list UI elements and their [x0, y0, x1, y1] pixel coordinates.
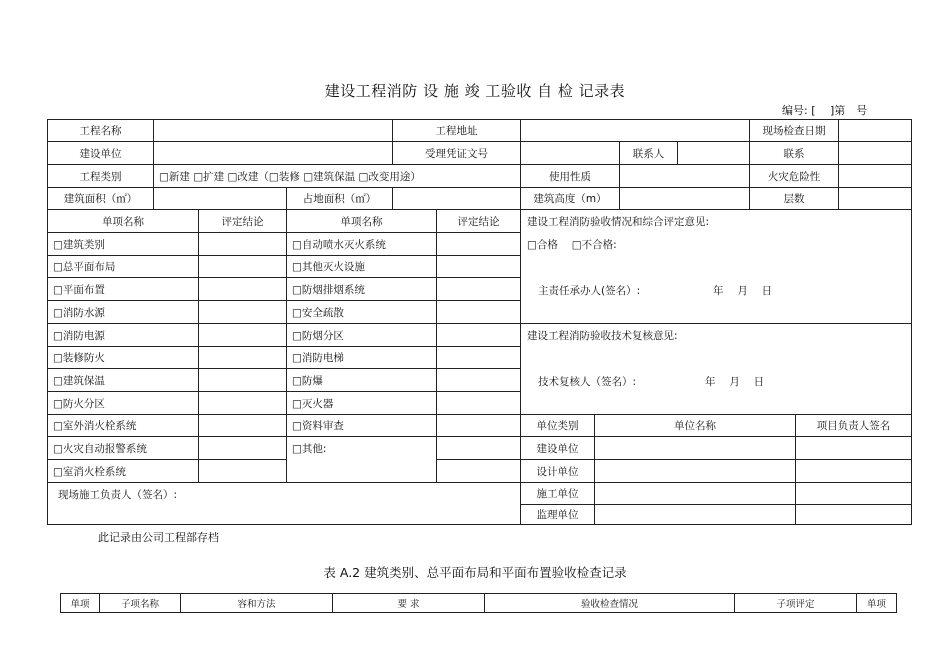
item-checkbox-left[interactable]: □建筑类别: [47, 232, 199, 256]
table2-header-cell: 子项名称: [99, 593, 181, 613]
fire-risk-value[interactable]: [838, 164, 912, 188]
item-result-left[interactable]: [198, 346, 287, 369]
item-result-left[interactable]: [198, 459, 287, 483]
building-area-value[interactable]: [153, 187, 287, 210]
document-title: 建设工程消防 设 施 竣 工验收 自 检 记录表: [324, 82, 626, 100]
table2-header-cell: 要 求: [332, 593, 485, 613]
item-checkbox-right[interactable]: □自动喷水灭火系统: [286, 232, 437, 256]
item-result-right[interactable]: [436, 277, 521, 301]
chief-signature[interactable]: 主责任承办人(签名）:: [538, 285, 641, 297]
table2-header-cell: 容和方法: [180, 593, 333, 613]
item-checkbox-right[interactable]: □防爆: [286, 368, 437, 392]
pass-options[interactable]: □合格 □不合格:: [527, 239, 617, 251]
item-checkbox-right[interactable]: □防烟分区: [286, 323, 437, 347]
contact-label: 联系: [749, 141, 839, 165]
review-signature[interactable]: 技术复核人（签名）:: [538, 376, 637, 388]
certificate-no-value[interactable]: [520, 141, 620, 165]
item-result-right[interactable]: [436, 232, 521, 256]
unit-name[interactable]: [594, 459, 796, 483]
unit-type: 建设单位: [520, 436, 595, 460]
building-height-label: 建筑高度（m）: [520, 187, 620, 210]
item-checkbox-left[interactable]: □消防电源: [47, 323, 199, 347]
units-col-type: 单位类别: [520, 414, 595, 437]
unit-name[interactable]: [594, 504, 796, 525]
units-col-name: 单位名称: [594, 414, 796, 437]
floors-label: 层数: [749, 187, 839, 210]
project-type-options[interactable]: □新建 □扩建 □改建（□装修 □建筑保温 □改变用途）: [153, 164, 521, 188]
archive-note: 此记录由公司工程部存档: [98, 531, 219, 544]
item-checkbox-right[interactable]: □其他灭火设施: [286, 255, 437, 278]
item-result-right[interactable]: [436, 436, 521, 460]
project-name-label: 工程名称: [47, 119, 154, 142]
item-result-left[interactable]: [198, 300, 287, 324]
contact-person-value[interactable]: [677, 141, 750, 165]
item-checkbox-left[interactable]: □防火分区: [47, 391, 199, 415]
builder-label: 建设单位: [47, 141, 154, 165]
units-col-sign: 项目负责人签名: [795, 414, 912, 437]
items-col-result-left: 评定结论: [198, 209, 287, 233]
serial-number: 编号: [ ]第 号: [782, 104, 868, 117]
item-checkbox-left[interactable]: □室消火栓系统: [47, 459, 199, 483]
item-checkbox-left[interactable]: □装修防火: [47, 346, 199, 369]
item-result-left[interactable]: [198, 436, 287, 460]
land-area-value[interactable]: [392, 187, 521, 210]
items-col-result-right: 评定结论: [436, 209, 521, 233]
item-result-left[interactable]: [198, 323, 287, 347]
item-result-left[interactable]: [198, 391, 287, 415]
table2-header-cell: 单项: [856, 593, 897, 613]
item-checkbox-left[interactable]: □总平面布局: [47, 255, 199, 278]
item-result-right[interactable]: [436, 255, 521, 278]
floors-value[interactable]: [838, 187, 912, 210]
certificate-no-label: 受理凭证文号: [392, 141, 521, 165]
unit-type: 施工单位: [520, 482, 595, 505]
inspection-date-value[interactable]: [838, 119, 912, 142]
usage-label: 使用性质: [520, 164, 620, 188]
contact-person-label: 联系人: [619, 141, 678, 165]
item-checkbox-left[interactable]: □消防水源: [47, 300, 199, 324]
item-checkbox-right[interactable]: □安全疏散: [286, 300, 437, 324]
contact-value[interactable]: [838, 141, 912, 165]
item-checkbox-left[interactable]: □建筑保温: [47, 368, 199, 392]
item-checkbox-left[interactable]: □平面布置: [47, 277, 199, 301]
item-checkbox-left[interactable]: □室外消火栓系统: [47, 414, 199, 437]
chief-date[interactable]: 年 月 日: [713, 285, 773, 297]
item-result-left[interactable]: [198, 232, 287, 256]
item-result-right[interactable]: [436, 300, 521, 324]
item-result-right[interactable]: [436, 368, 521, 392]
item-checkbox-right[interactable]: □消防电梯: [286, 346, 437, 369]
usage-value[interactable]: [619, 164, 750, 188]
item-checkbox-right-other[interactable]: □其他:: [286, 436, 437, 483]
items-col-name-left: 单项名称: [47, 209, 199, 233]
unit-sign[interactable]: [795, 459, 912, 483]
review-date[interactable]: 年 月 日: [705, 376, 765, 388]
review-opinion-title: 建设工程消防验收技术复核意见:: [527, 330, 678, 342]
item-result-right[interactable]: [436, 346, 521, 369]
project-type-label: 工程类别: [47, 164, 154, 188]
unit-sign[interactable]: [795, 482, 912, 505]
table2-header-cell: 单项: [60, 593, 100, 613]
items-col-name-right: 单项名称: [286, 209, 437, 233]
item-checkbox-left[interactable]: □火灾自动报警系统: [47, 436, 199, 460]
fire-risk-label: 火灾危险性: [749, 164, 839, 188]
item-checkbox-right[interactable]: □灭火器: [286, 391, 437, 415]
item-result-right[interactable]: [436, 414, 521, 437]
unit-name[interactable]: [594, 436, 796, 460]
unit-type: 监理单位: [520, 504, 595, 525]
next-table-title: 表 A.2 建筑类别、总平面布局和平面布置验收检查记录: [323, 565, 627, 580]
item-result-right[interactable]: [436, 391, 521, 415]
project-name-value[interactable]: [153, 119, 393, 142]
project-address-value[interactable]: [520, 119, 750, 142]
unit-sign[interactable]: [795, 436, 912, 460]
item-result-left[interactable]: [198, 277, 287, 301]
item-result-left[interactable]: [198, 255, 287, 278]
item-checkbox-right[interactable]: □防烟排烟系统: [286, 277, 437, 301]
builder-value[interactable]: [153, 141, 393, 165]
unit-sign[interactable]: [795, 504, 912, 525]
building-height-value[interactable]: [619, 187, 750, 210]
building-area-label: 建筑面积（㎡）: [47, 187, 154, 210]
item-checkbox-right[interactable]: □资料审查: [286, 414, 437, 437]
land-area-label: 占地面积（㎡）: [286, 187, 393, 210]
item-result-right[interactable]: [436, 323, 521, 347]
item-result-left[interactable]: [198, 368, 287, 392]
site-manager-signature[interactable]: 现场施工负责人（签名）:: [47, 482, 521, 525]
item-result-left[interactable]: [198, 414, 287, 437]
unit-name[interactable]: [594, 482, 796, 505]
item-result-right[interactable]: [436, 459, 521, 483]
unit-type: 设计单位: [520, 459, 595, 483]
inspection-date-label: 现场检查日期: [749, 119, 839, 142]
overall-opinion-title: 建设工程消防验收情况和综合评定意见:: [527, 216, 710, 228]
table2-header-cell: 验收检查情况: [484, 593, 735, 613]
table2-header-cell: 子项评定: [734, 593, 857, 613]
project-address-label: 工程地址: [392, 119, 521, 142]
